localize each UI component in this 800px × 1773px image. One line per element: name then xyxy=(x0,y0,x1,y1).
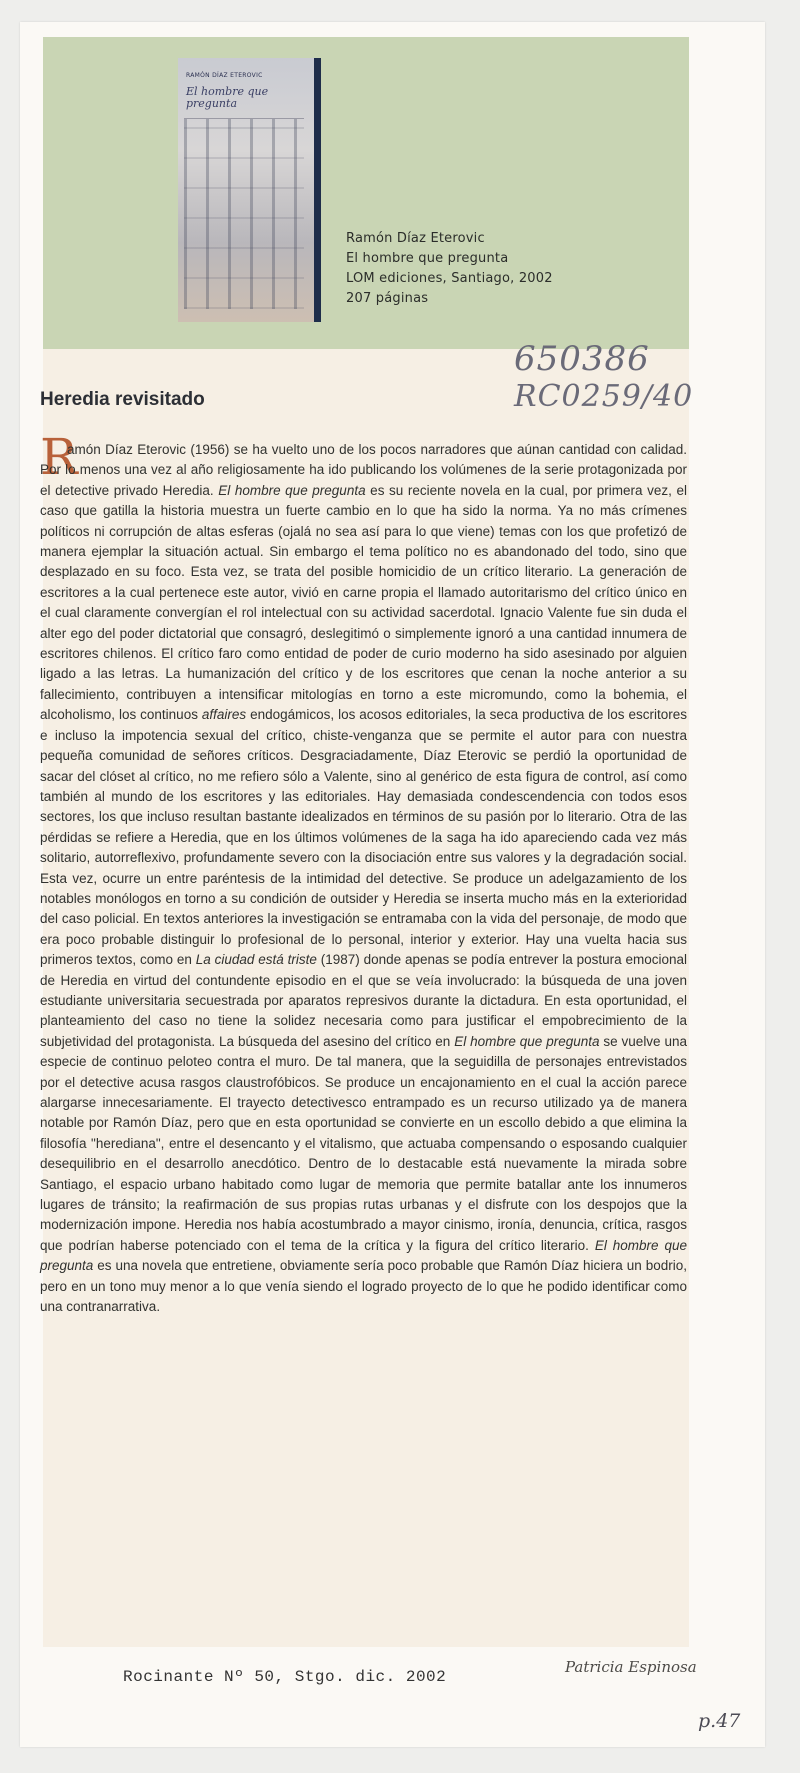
book-author: Ramón Díaz Eterovic xyxy=(346,231,485,246)
handwritten-catalog-code: RC0259/40 xyxy=(514,379,694,414)
article-body xyxy=(40,440,687,1317)
article-heading: Heredia revisitado xyxy=(40,389,205,410)
drop-cap: R xyxy=(40,428,78,486)
book-info xyxy=(346,229,553,309)
article-text-4: (1987) donde apenas se podía entrever la postura emocional de Heredia en virtud del contundente episodio en el que se veía involucrado: la búsqueda de una joven estudiante universitaria secuestrada por aparatos represivos durante la dictadura. En esta oportunidad, el planteamiento del caso no tiene la solidez necesaria como para justificar el empobrecimiento de la subjetividad del protagonista. La búsqueda del asesino del crítico en xyxy=(40,952,687,1049)
source-line: Rocinante Nº 50, Stgo. dic. 2002 xyxy=(123,1668,447,1686)
book-cover-image xyxy=(178,58,321,322)
book-publisher: LOM ediciones, Santiago, 2002 xyxy=(346,271,553,286)
page-number: p.47 xyxy=(698,1710,741,1732)
article-text-3: endogámicos, los acosos editoriales, la seca productiva de los escritores e incluso la impotencia sexual del crítico, chiste-venganza que se permite el autor para con nuestra pequeña comunidad de señores críticos. Desgraciadamente, Díaz Eterovic se perdió la oportunidad de sacar del clóset al crítico, no me refiero sólo a Valente, sino al genérico de esta figura de control, así como también al mundo de los escritores y las editoriales. Hay demasiada condescendencia con todos esos sectores, los que incluso resultan bastante idealizados en términos de su pasión por lo literario. Otra de las pérdidas se refiere a Heredia, que en los últimos volúmenes de la saga ha ido apareciendo cada vez más solitario, autorreflexivo, profundamente severo con la disociación entre sus valores y la degradación social. Esta vez, ocurre un entre paréntesis de la intimidad del detective. Se produce un adelgazamiento de los notables monólogos en torno a su condición de outsider y Heredia se inserta mucho más en la exterioridad del caso policial. En textos anteriores la investigación se entramaba con la vida del personaje, de modo que era poco probable distinguir lo profesional de lo personal, interior y exterior. Hay una vuelta hacia sus primeros textos, como en xyxy=(40,707,687,968)
book-title: El hombre que pregunta xyxy=(346,251,509,266)
article-text-6: es una novela que entretiene, obviamente sería poco probable que Ramón Díaz hiciera un bodrio, pero en un tono muy menor a lo que venía siendo el logrado proyecto de lo que he podido identificar como una contranarrativa. xyxy=(40,1258,687,1315)
book-pages: 207 páginas xyxy=(346,291,429,306)
cover-author: RAMÓN DÍAZ ETEROVIC xyxy=(186,72,263,79)
cover-illustration xyxy=(184,118,304,309)
cover-title: El hombre que pregunta xyxy=(186,85,269,110)
handwritten-catalog-number: 650386 xyxy=(514,339,650,379)
article-italic-title-4: El hombre que pregunta xyxy=(40,1237,687,1274)
author-signature: Patricia Espinosa xyxy=(565,1658,697,1676)
article-italic-title-1: El hombre que pregunta xyxy=(218,482,366,498)
article-italic-title-2: La ciudad está triste xyxy=(195,952,317,968)
article-text-2: es su reciente novela en la cual, por primera vez, el caso que gatilla la historia muestra un fuerte cambio en lo que ha sido la norma. Ya no más crímenes políticos ni corrupción de altas esferas (ojalá no sea así para lo que viene) temas con los que profetizó de manera ejemplar la situación actual. Sin embargo el tema político no es abandonado del todo, sino que desplazado en su foco. Esta vez, se trata del posible homicidio de un crítico literario. La generación de escritores a la cual pertenece este autor, vivió en carne propia el llamado autoritarismo del crítico único en el cual claramente convergían el rol intelectual con su actividad sacerdotal. Ignacio Valente fue sin duda el alter ego del poder dictatorial que consagró, deslegitimó o simplemente ignoró a una cantidad innumera de escritores chilenos. El crítico faro como entidad de poder de curio moderno ha sido asesinado por alguien ligado a las letras. La humanización del crítico y de los escritores que cenan la noche anterior a su fallecimiento, contribuyen a intensificar mitologías en torno a este micromundo, como la bohemia, el alcoholismo, los continuos xyxy=(40,482,687,723)
article-italic-affaires: affaires xyxy=(201,707,247,723)
article-italic-title-3: El hombre que pregunta xyxy=(454,1033,600,1049)
article-text-5: se vuelve una especie de continuo peloteo contra el muro. De tal manera, que la seguidilla de personajes entrevistados por el detective acusa rasgos claustrofóbicos. Se produce un encajonamiento en el cual la acción parece alargarse innecesariamente. El trayecto detectivesco entrampado es un recurso utilizado ya de manera notable por Ramón Díaz, pero que en esta oportunidad se convierte en un escollo debido a que elimina la filosofía "herediana", entre el desencanto y el vitalismo, que actuaba compensando o esposando cualquier desequilibrio en el desarrollo anecdótico. Dentro de lo destacable está nuevamente la mirada sobre Santiago, el espacio urbano habitado como lugar de memoria que permite batallar ante los innumeros lugares de tránsito; la reafirmación de sus propias rutas urbanas y el disfrute con los despojos que la modernización impone. Heredia nos había acostumbrado a mayor cinismo, ironía, denuncia, crítica, rasgos que podrían haberse potenciado con el tema de la crítica y la figura del crítico literario. xyxy=(40,1033,687,1253)
article-text-1: amón Díaz Eterovic (1956) se ha vuelto uno de los pocos narradores que aúnan cantidad con calidad. Por lo menos una vez al año religiosamente ha ido publicando los volúmenes de la serie protagonizada por el detective privado Heredia. xyxy=(40,442,687,498)
